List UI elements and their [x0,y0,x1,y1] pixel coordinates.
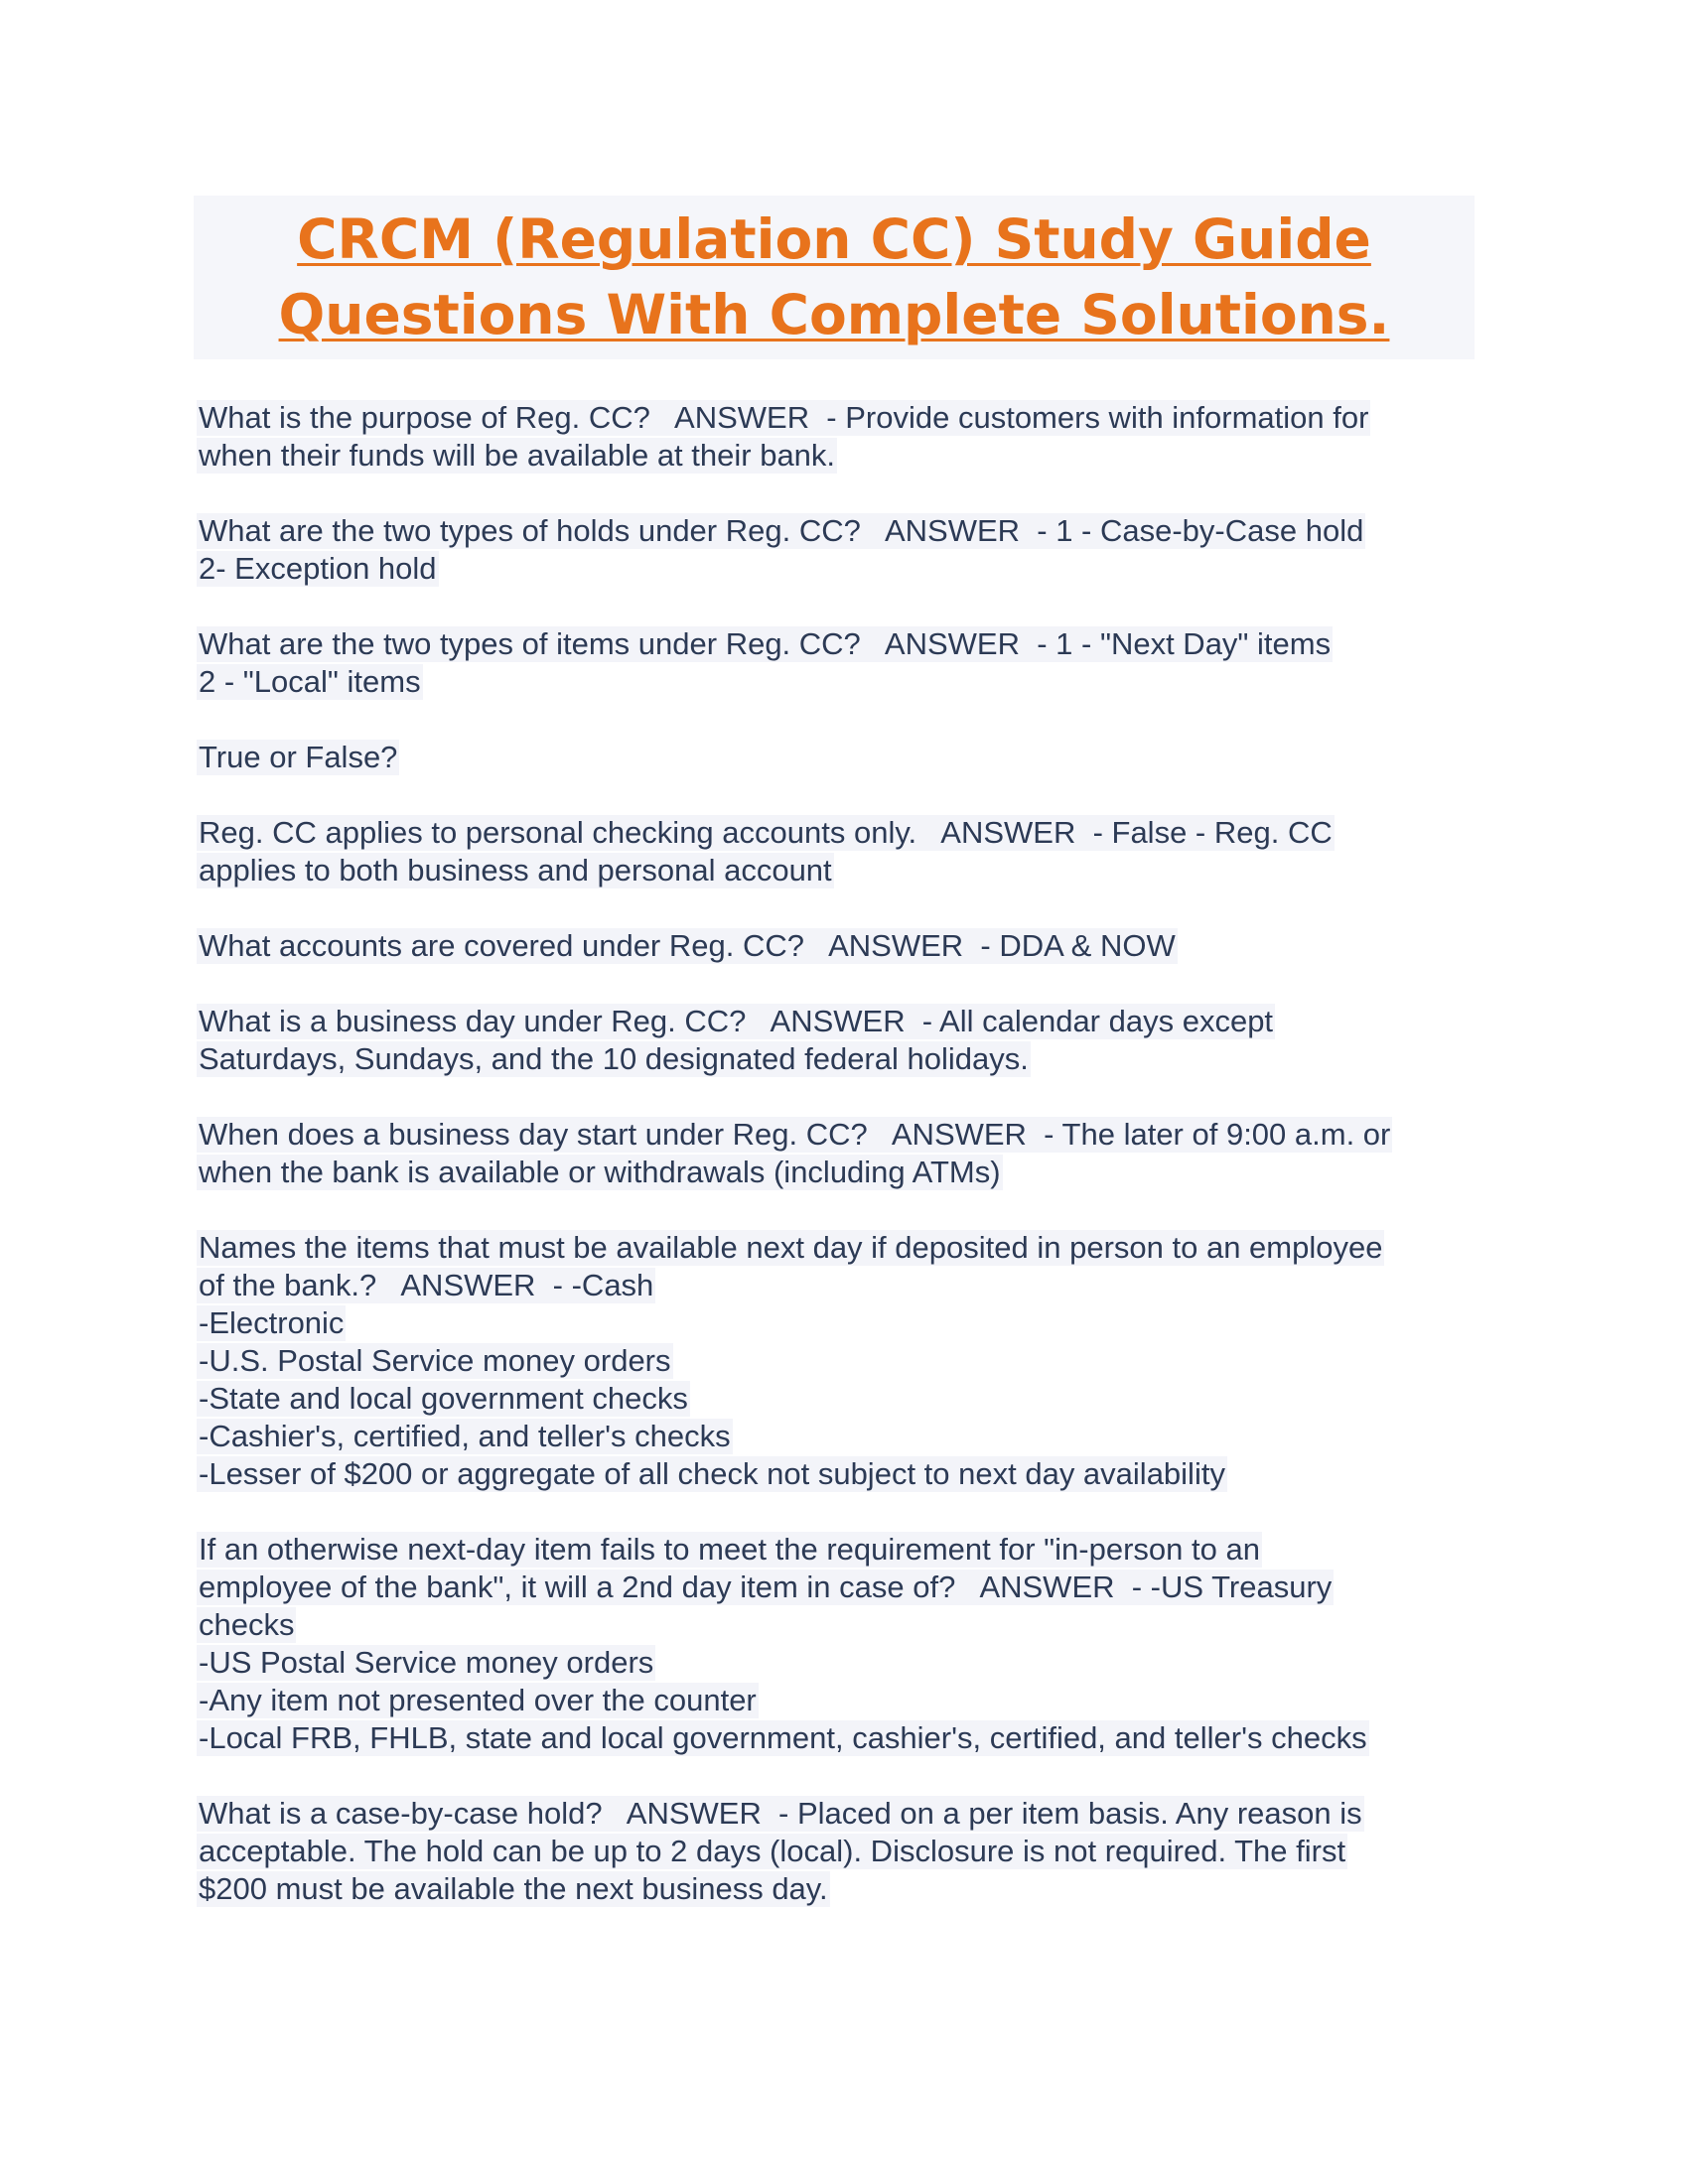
text-line: What are the two types of holds under Reg. CC? ANSWER - 1 - Case-by-Case hold [199,513,1364,548]
text-line: applies to both business and personal account [199,853,832,887]
text-line: -Cashier's, certified, and teller's checks [199,1419,731,1453]
text-line: What accounts are covered under Reg. CC? ANSWER - DDA & NOW [199,928,1176,963]
document-title-line-2: Questions With Complete Solutions. [278,283,1390,346]
text-line: When does a business day start under Reg. CC? ANSWER - The later of 9:00 a.m. or [199,1117,1391,1152]
text-line: of the bank.? ANSWER - -Cash [199,1268,654,1302]
text-line: -Local FRB, FHLB, state and local government, cashier's, certified, and teller's checks [199,1720,1367,1755]
text-line: -US Postal Service money orders [199,1645,654,1680]
text-line: If an otherwise next-day item fails to meet the requirement for "in-person to an [199,1532,1260,1567]
text-line: -Electronic [199,1305,345,1340]
text-line: -Lesser of $200 or aggregate of all check not subject to next day availability [199,1456,1225,1491]
text-line: Names the items that must be available next day if deposited in person to an employee [199,1230,1383,1265]
text-line: $200 must be available the next business day. [199,1871,828,1906]
text-line: 2- Exception hold [199,551,437,586]
text-line: checks [199,1607,295,1642]
text-line: What is a case-by-case hold? ANSWER - Placed on a per item basis. Any reason is [199,1796,1362,1831]
document-title-line-1: CRCM (Regulation CC) Study Guide [297,207,1371,271]
text-line: What are the two types of items under Reg. CC? ANSWER - 1 - "Next Day" items [199,626,1332,661]
text-line: when their funds will be available at their bank. [199,438,836,473]
text-line: Reg. CC applies to personal checking accounts only. ANSWER - False - Reg. CC [199,815,1333,850]
text-line: 2 - "Local" items [199,664,421,699]
text-line: True or False? [199,740,398,774]
title-block [194,196,1475,359]
text-line: Saturdays, Sundays, and the 10 designated federal holidays. [199,1041,1029,1076]
text-line: -U.S. Postal Service money orders [199,1343,671,1378]
text-line: What is the purpose of Reg. CC? ANSWER - Provide customers with information for [199,400,1369,435]
text-line: acceptable. The hold can be up to 2 days (local). Disclosure is not required. The first [199,1834,1346,1868]
text-line: -State and local government checks [199,1381,688,1416]
text-line: What is a business day under Reg. CC? ANSWER - All calendar days except [199,1004,1274,1038]
text-line: employee of the bank", it will a 2nd day item in case of? ANSWER - -US Treasury [199,1570,1333,1604]
text-line: -Any item not presented over the counter [199,1683,757,1717]
text-line: when the bank is available or withdrawals (including ATMs) [199,1155,1001,1189]
